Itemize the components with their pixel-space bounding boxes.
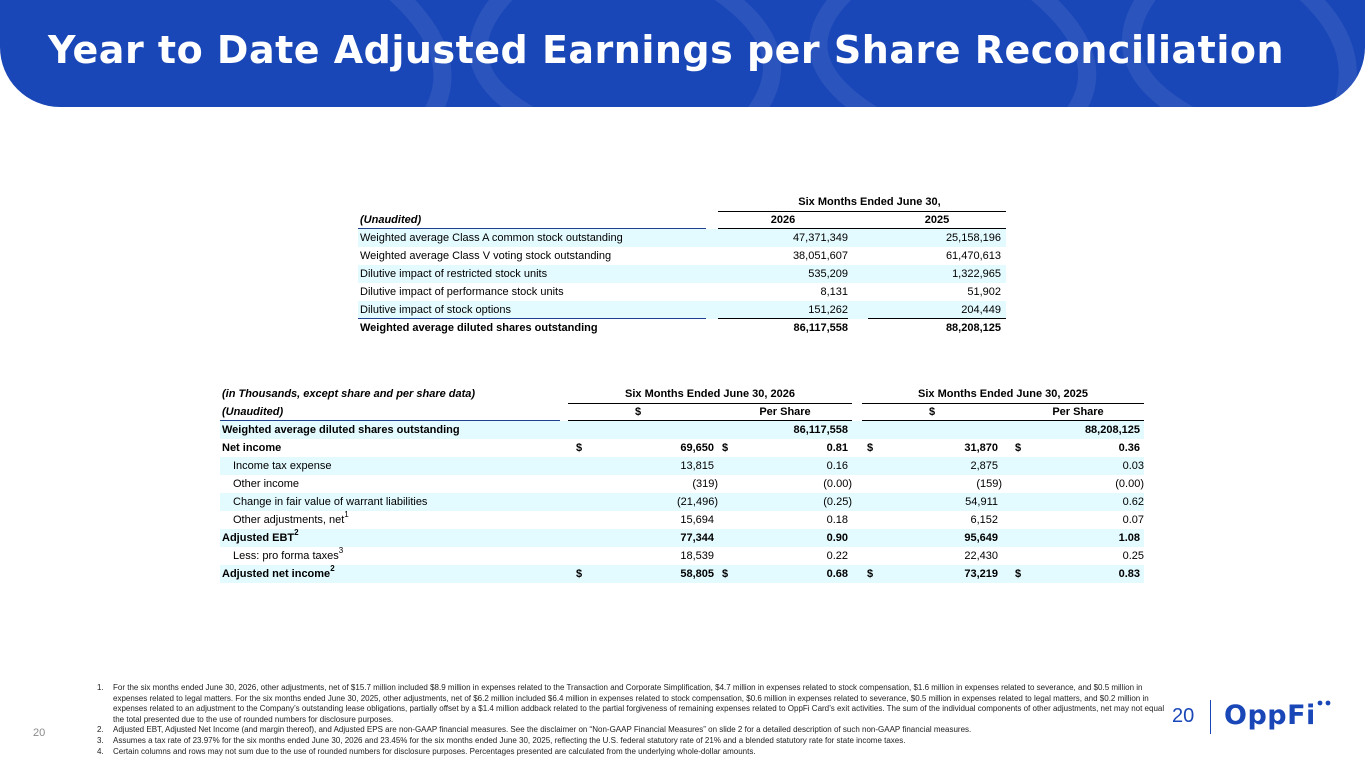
title-banner [0,0,1365,107]
units-label: (in Thousands, except share and per share data) [222,388,476,400]
page-title: Year to Date Adjusted Earnings per Share Reconciliation [48,28,1285,72]
footer-divider [1210,700,1211,734]
footnote: 2. Adjusted EBT, Adjusted Net Income (and margin thereof), and Adjusted EPS are non-GAAP financial measures. See the disclaimer on “Non-GAAP Financial Measures” on slide 2 for a detailed description of such non-GAAP financial measures. [97,725,972,735]
logo-dots-icon [1317,700,1333,706]
table-row: Change in fair value of warrant liabilities (21,496) (0.25) 54,911 0.62 [220,493,1144,511]
table-row: Dilutive impact of stock options 151,262 204,449 [358,301,1006,319]
table-row-total: Adjusted net income$^2$ $ 58,805 $ 0.68 $ 73,219 $ 0.83 [220,565,1144,583]
oppfi-logo: OppFi [1224,700,1316,731]
period-2025-header: Six Months Ended June 30, 2025 [918,388,1088,400]
col-2026-header: 2026 [770,214,796,226]
eps-table: (in Thousands, except share and per share data) Six Months Ended June 30, 2026 Six Months Ended June 30, 2025 (Unaudited) $ Per Share $ Per Share Weighted average diluted shares outstanding 86,117,558 88,208,125 Net income $ 69,650 $ 0.81 $ 31,870 $ 0.36 Income tax expense 13,815 0.16 2,875 0.03 Other income (319) (0.00) (159) (0.00) Change in fair value of warrant liabilities (21,496) (0.25) 54,911 0.62 Other adjustments, net$^1$ 15,694 0.18 6,152 0.07 Adjusted EBT$^2$ 77,344 0.90 95,649 1.08 Less: pro forma taxes$^3$ 18,539 0.22 22,430 0.25 Adjusted net income$^2$ $ 58,805 $ 0.68 $ 73,219 $ 0.83 [220,385,1144,583]
shares-table [358,193,1006,337]
unaudited-label: (Unaudited) [360,214,422,226]
table-row-total: Weighted average diluted shares outstanding 86,117,558 88,208,125 [360,322,1001,334]
table-row: Less: pro forma taxes$^3$ 18,539 0.22 22,430 0.25 [233,546,1144,562]
footnote: 1. For the six months ended June 30, 2026, other adjustments, net of $15.7 million included $8.9 million in expenses related to the Transaction and Corporate Simplification, $4.7 million in expenses related to stock compensation, $1.6 million in expenses related to severance, and $0.5 million in expenses related to legal matters. For the six months ended June 30, 2025, other adjustments, net of $6.2 million included $6.4 million in expenses related to stock compensation, $0.6 million in expenses related to severance, $0.5 million in expenses related to legal matters, and $0.2 million in expenses related to an adjustment to the Company’s outstanding lease obligations, partially offset by a $1.4 million addback related to the partial forgiveness of remaining expenses related to OppFi Card’s exit activities. The sum of the individual components of other adjustments, net may not equal the total presented due to the use of rounded numbers for disclosure purposes. [97,683,1165,724]
table-row: Dilutive impact of restricted stock units 535,209 1,322,965 [358,265,1006,283]
table-row: Other adjustments, net$^1$ 15,694 0.18 6,152 0.07 [233,510,1144,526]
footnotes [97,683,1172,757]
unaudited-label: (Unaudited) [222,406,284,418]
col-2025-header: 2025 [924,214,950,226]
footnote: 3. Assumes a tax rate of 23.97% for the six months ended June 30, 2026 and 23.45% for the six months ended June 30, 2025, reflecting the U.S. federal statutory rate of 21% and a blended statutory rate for state income taxes. [97,735,906,745]
period-header: Six Months Ended June 30, [798,196,941,208]
table-row: Weighted average Class V voting stock outstanding 38,051,607 61,470,613 [360,250,1001,262]
period-2026-header: Six Months Ended June 30, 2026 [625,388,795,400]
page-number-left: 20 [33,727,46,739]
table-row: Other income (319) (0.00) (159) (0.00) [233,478,1144,490]
footnote: 4. Certain columns and rows may not sum due to the use of rounded numbers for disclosure purposes. Percentages presented are calculated from the underlying whole-dollar amounts. [97,746,756,756]
table-row: Net income $ 69,650 $ 0.81 $ 31,870 $ 0.36 [222,442,1140,454]
table-row: Dilutive impact of performance stock units 8,131 51,902 [360,286,1001,298]
page-number-right: 20 [1172,705,1195,727]
table-row: Income tax expense 13,815 0.16 2,875 0.03 [220,457,1144,475]
table-row: Adjusted EBT$^2$ 77,344 0.90 95,649 1.08 [220,529,1144,547]
table-row: Weighted average diluted shares outstanding 86,117,558 88,208,125 [220,421,1144,439]
table-row: Weighted average Class A common stock outstanding 47,371,349 25,158,196 [358,229,1006,247]
